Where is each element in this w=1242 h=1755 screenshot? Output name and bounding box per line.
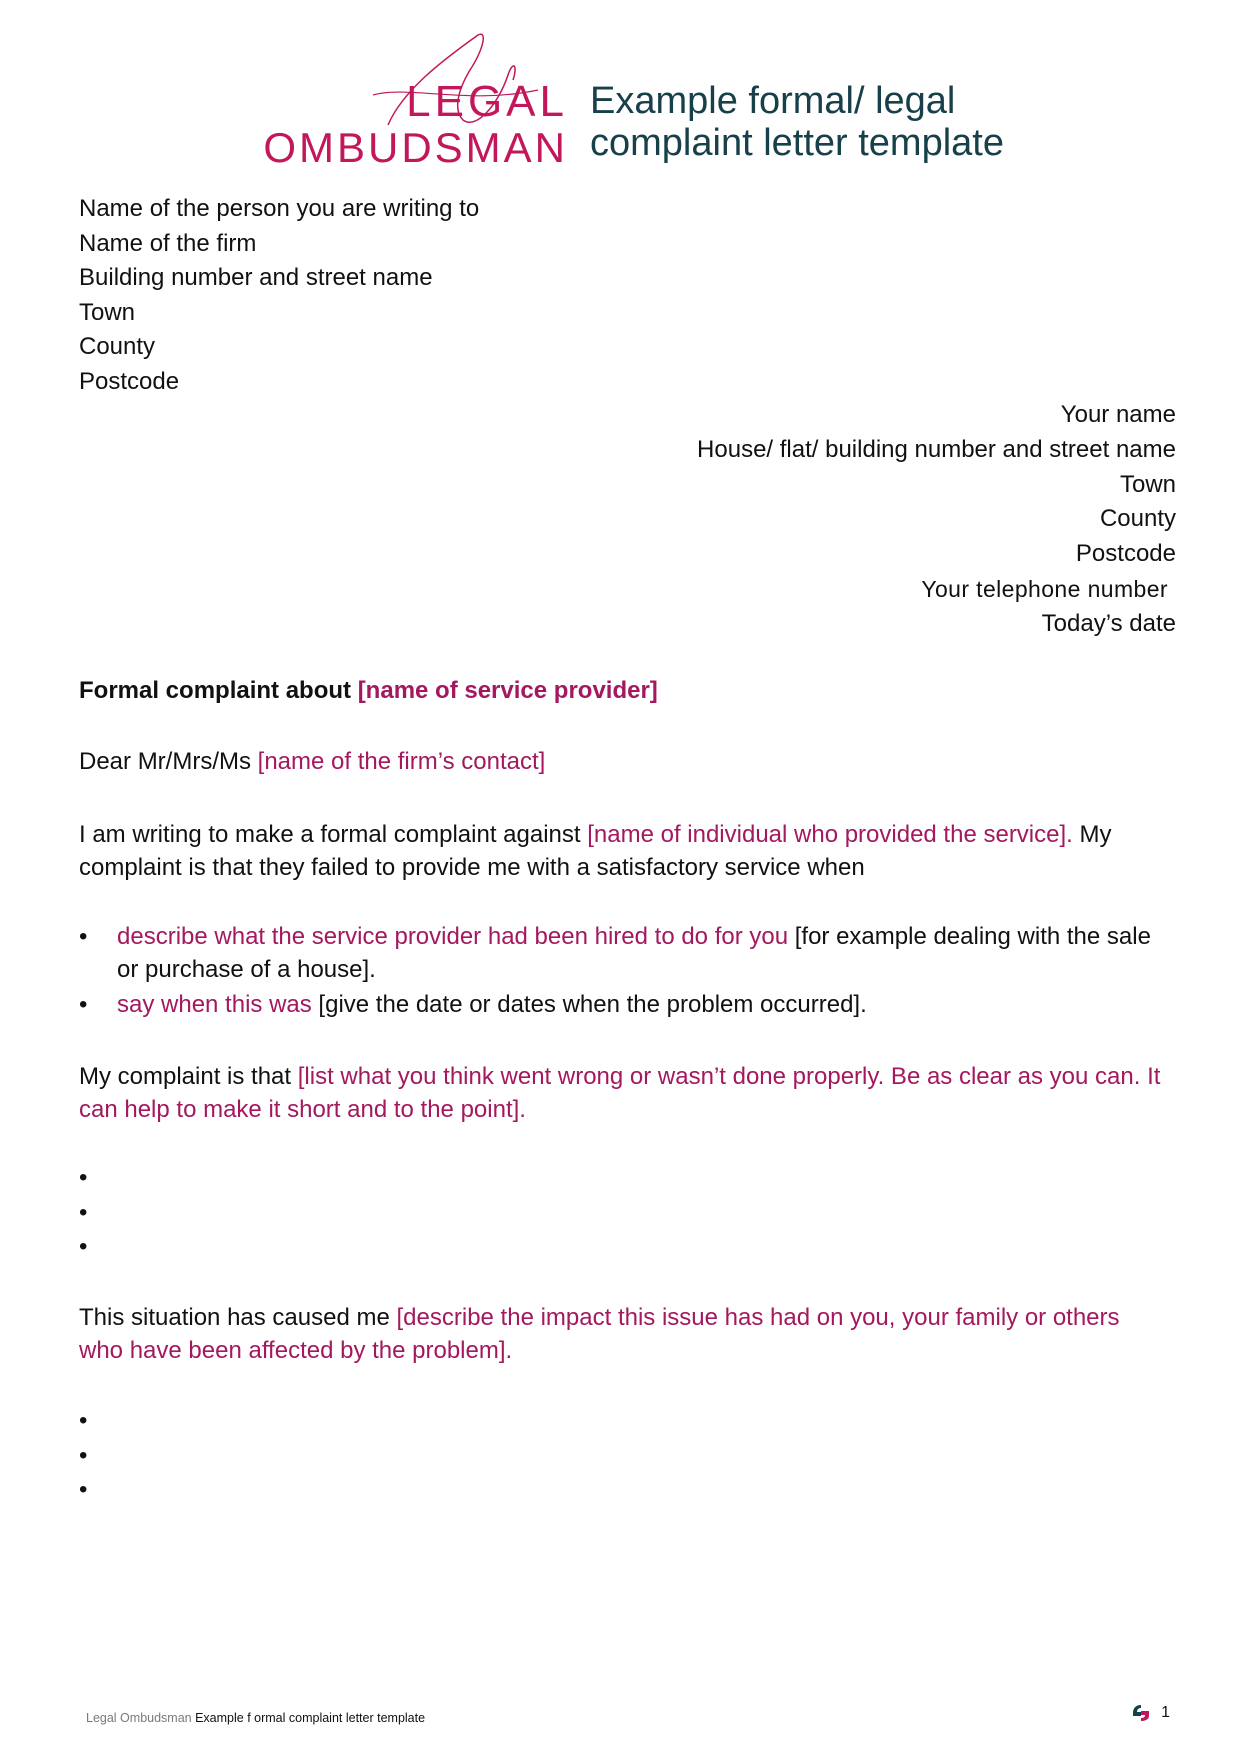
complaint-bullet-item [79,1230,1169,1265]
recipient-town: Town [79,298,136,326]
sender-town: Town [1119,470,1176,498]
sender-street: House/ flat/ building number and street name [697,435,1176,463]
impact-prefix: This situation has caused me [79,1304,397,1331]
service-bullet-placeholder: describe what the service provider had been hired to do for you [117,923,789,950]
impact-bullet-item [79,1404,1169,1439]
impact-bullet-item [79,1473,1169,1508]
impact-bullet-list [79,1404,1169,1508]
document-title-line1: Example formal/ legal [590,80,956,122]
complaint-bullet-item [79,1161,1169,1196]
complaint-paragraph [79,1060,1169,1126]
recipient-address [79,192,479,399]
salutation-prefix: Dear Mr/Mrs/Ms [79,748,258,775]
quote-mark-icon [1131,1704,1151,1722]
salutation-placeholder: [name of the firm’s contact] [257,748,546,775]
recipient-firm: Name of the firm [79,229,257,257]
document-title [590,80,1004,164]
intro-prefix: I am writing to make a formal complaint against [79,821,588,848]
complaint-bullet-item [79,1196,1169,1231]
recipient-name: Name of the person you are writing to [79,195,480,222]
complaint-prefix: My complaint is that [79,1063,298,1090]
legal-ombudsman-logo [238,30,568,170]
sender-name: Your name [1060,401,1176,428]
service-bullet-placeholder: say when this was [117,991,312,1018]
logo-legal-text: LEGAL [406,77,568,126]
service-bullet-item [79,920,1169,986]
sender-postcode: Postcode [1075,540,1176,568]
subject-line [79,677,658,705]
page-number-block [1131,1704,1170,1722]
intro-paragraph [79,818,1169,884]
footer-document-name: Example f ormal complaint letter template [191,1711,426,1725]
impact-placeholder: [describe the impact this issue has had on you, your family or others who have been affected by the problem]. [79,1304,1120,1364]
service-bullet-text: [give the date or dates when the problem occurred]. [311,991,867,1018]
page-footer [86,1711,425,1725]
recipient-postcode: Postcode [79,367,180,395]
sender-address [697,398,1176,642]
service-bullet-text: [for example dealing with the sale or purchase of a house]. [117,923,1151,983]
subject-prefix: Formal complaint about [79,677,358,704]
intro-placeholder: [name of individual who provided the service]. [587,821,1073,848]
subject-placeholder: [name of service provider] [357,677,658,704]
impact-bullet-item [79,1439,1169,1474]
service-bullet-item [79,988,1169,1021]
page-number: 1 [1161,1704,1170,1721]
recipient-county: County [79,333,156,360]
complaint-placeholder: [list what you think went wrong or wasn’t done properly. Be as clear as you can. It can help to make it short and to the point]. [79,1063,1161,1123]
impact-paragraph [79,1301,1169,1367]
document-title-line2: complaint letter template [590,122,1004,164]
footer-brand: Legal Ombudsman [86,1711,192,1725]
sender-date: Today’s date [1041,609,1176,637]
intro-suffix: My complaint is that they failed to provide me with a satisfactory service when [79,821,1112,881]
salutation [79,748,545,776]
recipient-street: Building number and street name [79,264,433,291]
sender-county: County [1099,505,1176,533]
service-bullet-list [79,920,1169,1021]
complaint-bullet-list [79,1161,1169,1265]
sender-telephone: Your telephone number [921,575,1168,602]
logo-ombudsman-text: OMBUDSMAN [263,124,568,171]
